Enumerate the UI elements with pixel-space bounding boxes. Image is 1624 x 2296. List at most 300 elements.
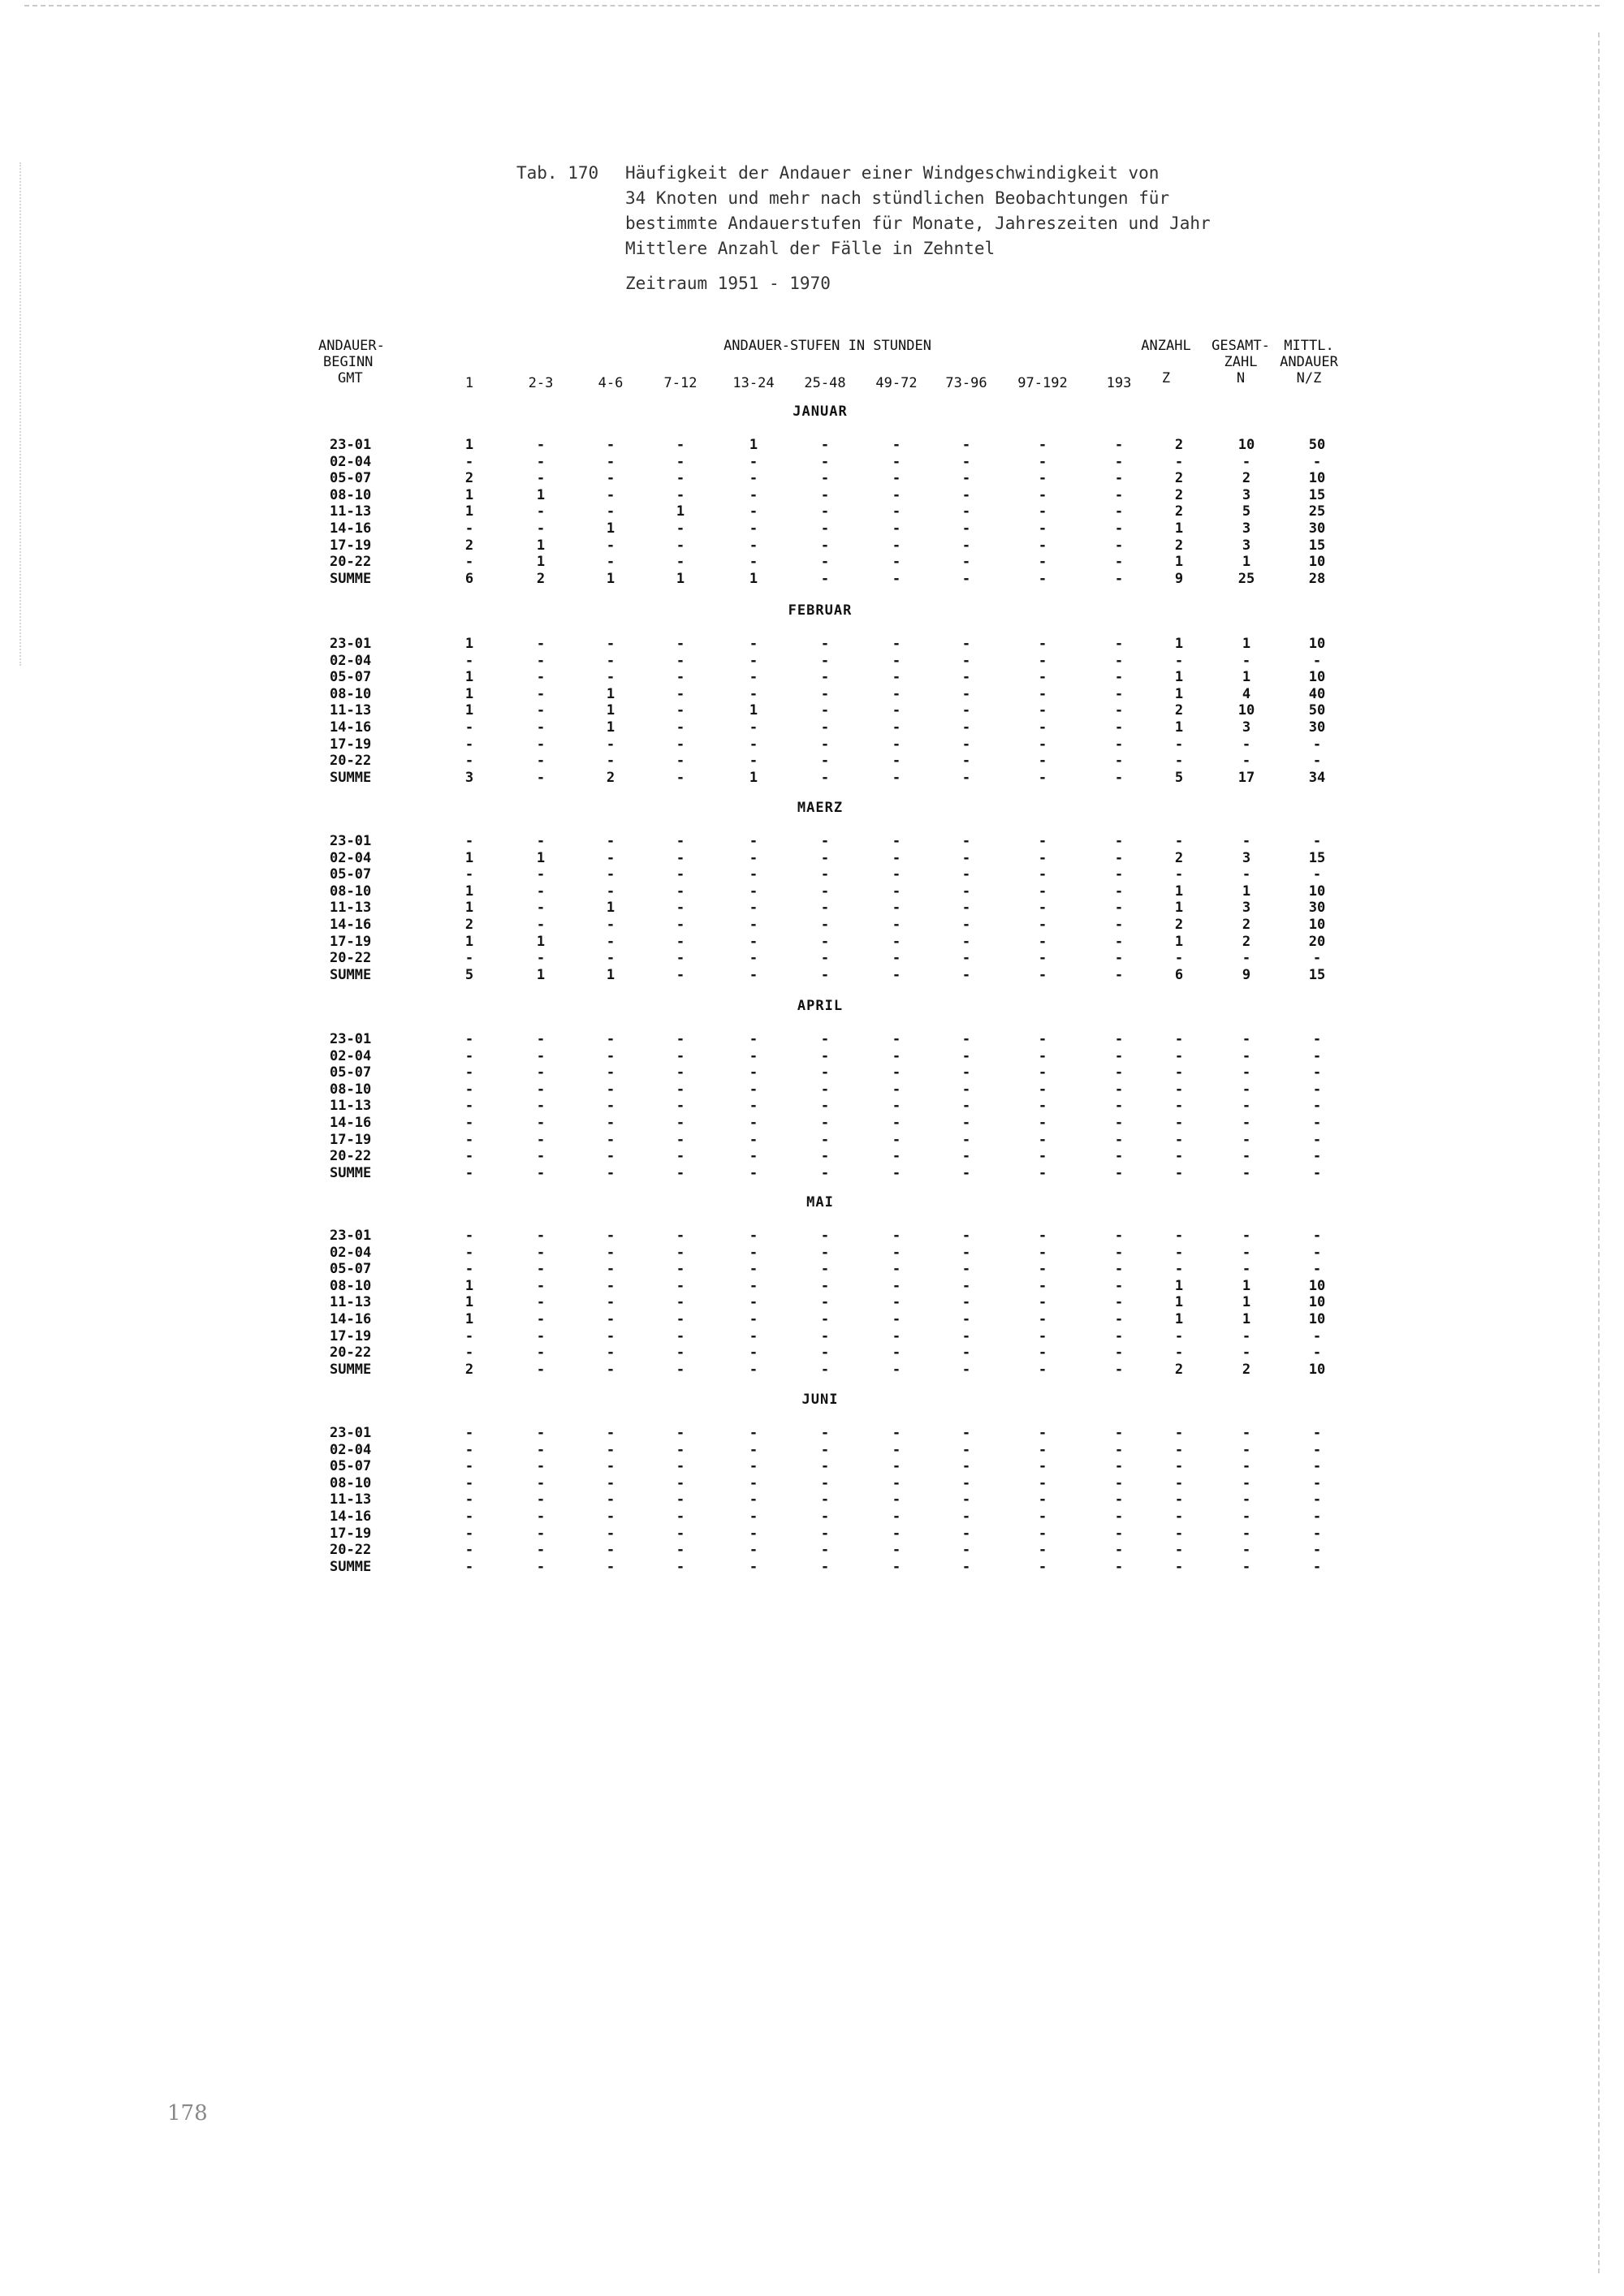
time-row-label: 20-22 bbox=[330, 1344, 372, 1361]
table-cell: - bbox=[1114, 1245, 1124, 1261]
table-cell: - bbox=[961, 636, 971, 652]
time-row-label: 02-04 bbox=[330, 1245, 372, 1261]
table-cell: - bbox=[606, 866, 615, 883]
table-cell: - bbox=[536, 1294, 546, 1310]
table-cell: - bbox=[536, 900, 546, 916]
table-cell: - bbox=[676, 554, 685, 570]
table-cell: 2 bbox=[1242, 917, 1251, 933]
table-cell: - bbox=[1242, 950, 1251, 966]
table-cell: - bbox=[820, 1328, 830, 1344]
table-cell: - bbox=[749, 1165, 758, 1181]
table-cell: - bbox=[1114, 1491, 1124, 1508]
table-cell: 10 bbox=[1308, 1311, 1326, 1327]
time-row-label: 17-19 bbox=[330, 934, 372, 950]
table-cell: - bbox=[820, 437, 830, 453]
table-cell: - bbox=[606, 850, 615, 866]
table-cell: - bbox=[1174, 1442, 1184, 1458]
table-cell: - bbox=[606, 636, 615, 652]
table-cell: 10 bbox=[1308, 470, 1326, 486]
table-cell: - bbox=[892, 554, 901, 570]
col-header-stufe: 193 bbox=[1106, 375, 1132, 391]
table-cell: - bbox=[820, 454, 830, 470]
table-cell: - bbox=[1114, 1064, 1124, 1081]
table-cell: - bbox=[464, 1442, 474, 1458]
table-cell: - bbox=[820, 1115, 830, 1131]
table-cell: - bbox=[1038, 1442, 1047, 1458]
table-cell: - bbox=[676, 1294, 685, 1310]
table-cell: - bbox=[606, 753, 615, 769]
table-cell: 1 bbox=[536, 537, 546, 554]
table-cell: - bbox=[892, 1031, 901, 1047]
table-cell: - bbox=[820, 487, 830, 503]
month-title: MAI bbox=[806, 1194, 834, 1211]
table-cell: - bbox=[1038, 1098, 1047, 1114]
table-cell: - bbox=[606, 1508, 615, 1525]
table-cell: - bbox=[676, 1031, 685, 1047]
table-cell: - bbox=[820, 1542, 830, 1558]
table-cell: - bbox=[749, 967, 758, 983]
table-cell: - bbox=[464, 1228, 474, 1244]
table-cell: - bbox=[1242, 1526, 1251, 1542]
table-cell: - bbox=[464, 1261, 474, 1277]
table-cell: - bbox=[820, 1508, 830, 1525]
table-cell: - bbox=[961, 1081, 971, 1098]
time-row-label: 23-01 bbox=[330, 1031, 372, 1047]
table-cell: - bbox=[1312, 1031, 1322, 1047]
time-row-label: 02-04 bbox=[330, 850, 372, 866]
table-cell: - bbox=[1114, 669, 1124, 685]
table-cell: 10 bbox=[1308, 554, 1326, 570]
header-line: ANDAUER bbox=[1280, 354, 1338, 370]
table-cell: - bbox=[961, 470, 971, 486]
time-row-label: 20-22 bbox=[330, 950, 372, 966]
table-cell: 10 bbox=[1308, 1278, 1326, 1294]
table-cell: - bbox=[1174, 1048, 1184, 1064]
table-cell: - bbox=[676, 1048, 685, 1064]
table-cell: - bbox=[820, 883, 830, 900]
table-cell: 1 bbox=[1174, 934, 1184, 950]
time-row-label: 23-01 bbox=[330, 636, 372, 652]
table-cell: - bbox=[749, 503, 758, 520]
header-line: MITTL. bbox=[1284, 338, 1334, 354]
table-cell: - bbox=[1038, 736, 1047, 753]
table-cell: - bbox=[1038, 719, 1047, 736]
time-row-label: 14-16 bbox=[330, 1508, 372, 1525]
table-cell: - bbox=[1114, 686, 1124, 702]
table-cell: - bbox=[1312, 1328, 1322, 1344]
table-cell: - bbox=[820, 1442, 830, 1458]
table-cell: - bbox=[1038, 503, 1047, 520]
table-cell: - bbox=[749, 1542, 758, 1558]
table-cell: 1 bbox=[1242, 554, 1251, 570]
table-cell: - bbox=[820, 1294, 830, 1310]
time-row-label: 20-22 bbox=[330, 1148, 372, 1164]
table-cell: 10 bbox=[1308, 636, 1326, 652]
table-cell: - bbox=[536, 1148, 546, 1164]
table-cell: - bbox=[749, 1442, 758, 1458]
table-cell: - bbox=[1174, 1148, 1184, 1164]
table-cell: - bbox=[1312, 1098, 1322, 1114]
table-cell: - bbox=[1038, 1362, 1047, 1378]
table-cell: - bbox=[1242, 1458, 1251, 1474]
table-cell: - bbox=[536, 1115, 546, 1131]
time-row-label: 08-10 bbox=[330, 1278, 372, 1294]
table-cell: - bbox=[892, 753, 901, 769]
table-cell: - bbox=[820, 1245, 830, 1261]
table-cell: - bbox=[464, 1425, 474, 1441]
table-cell: - bbox=[606, 1491, 615, 1508]
table-cell: - bbox=[749, 1559, 758, 1575]
table-cell: 3 bbox=[1242, 719, 1251, 736]
table-cell: - bbox=[1038, 520, 1047, 537]
table-cell: - bbox=[1114, 1425, 1124, 1441]
month-title: FEBRUAR bbox=[788, 602, 853, 619]
table-cell: - bbox=[676, 1425, 685, 1441]
table-cell: - bbox=[892, 1294, 901, 1310]
table-cell: - bbox=[961, 702, 971, 719]
table-cell: 30 bbox=[1308, 719, 1326, 736]
table-cell: - bbox=[961, 934, 971, 950]
table-cell: - bbox=[1038, 1475, 1047, 1491]
table-cell: - bbox=[676, 686, 685, 702]
table-cell: - bbox=[961, 1344, 971, 1361]
table-cell: - bbox=[1312, 753, 1322, 769]
table-cell: - bbox=[749, 1294, 758, 1310]
table-cell: - bbox=[1114, 736, 1124, 753]
table-cell: 1 bbox=[1174, 719, 1184, 736]
table-cell: - bbox=[536, 702, 546, 719]
table-cell: - bbox=[892, 1559, 901, 1575]
table-cell: - bbox=[820, 1425, 830, 1441]
table-cell: - bbox=[1038, 1115, 1047, 1131]
table-cell: - bbox=[464, 1344, 474, 1361]
table-cell: - bbox=[464, 1475, 474, 1491]
table-cell: - bbox=[1174, 833, 1184, 849]
table-cell: - bbox=[961, 1508, 971, 1525]
table-cell: - bbox=[464, 1491, 474, 1508]
table-cell: - bbox=[820, 1278, 830, 1294]
table-cell: - bbox=[1038, 702, 1047, 719]
table-cell: - bbox=[1174, 950, 1184, 966]
table-cell: - bbox=[1242, 1064, 1251, 1081]
table-cell: - bbox=[1312, 1508, 1322, 1525]
table-cell: - bbox=[1242, 1132, 1251, 1148]
table-cell: - bbox=[820, 520, 830, 537]
time-row-label: 11-13 bbox=[330, 1098, 372, 1114]
table-cell: - bbox=[536, 719, 546, 736]
scan-border-right bbox=[1598, 32, 1601, 2273]
table-cell: - bbox=[961, 1542, 971, 1558]
table-cell: - bbox=[536, 1261, 546, 1277]
table-cell: - bbox=[1114, 883, 1124, 900]
table-cell: - bbox=[1312, 1559, 1322, 1575]
time-row-label: 11-13 bbox=[330, 503, 372, 520]
table-cell: - bbox=[676, 1148, 685, 1164]
table-cell: 3 bbox=[1242, 900, 1251, 916]
table-cell: - bbox=[1242, 753, 1251, 769]
table-cell: - bbox=[749, 686, 758, 702]
table-cell: - bbox=[1242, 1098, 1251, 1114]
table-cell: - bbox=[1312, 1475, 1322, 1491]
table-cell: - bbox=[536, 1491, 546, 1508]
table-cell: 20 bbox=[1308, 934, 1326, 950]
table-cell: - bbox=[892, 437, 901, 453]
table-cell: - bbox=[606, 833, 615, 849]
table-cell: 3 bbox=[1242, 537, 1251, 554]
table-cell: - bbox=[961, 850, 971, 866]
time-row-label: 14-16 bbox=[330, 719, 372, 736]
time-row-label: 11-13 bbox=[330, 702, 372, 719]
table-cell: - bbox=[676, 702, 685, 719]
col-header-anzahl bbox=[1141, 338, 1190, 386]
table-cell: - bbox=[1038, 850, 1047, 866]
table-cell: - bbox=[464, 653, 474, 669]
table-cell: - bbox=[749, 1031, 758, 1047]
table-cell: - bbox=[606, 1294, 615, 1310]
table-cell: - bbox=[1174, 1559, 1184, 1575]
table-cell: 2 bbox=[1174, 1362, 1184, 1378]
table-cell: - bbox=[961, 1425, 971, 1441]
table-cell: - bbox=[1038, 1294, 1047, 1310]
table-cell: - bbox=[1038, 1165, 1047, 1181]
table-cell: - bbox=[820, 850, 830, 866]
table-cell: - bbox=[961, 1278, 971, 1294]
table-cell: - bbox=[606, 1442, 615, 1458]
table-cell: - bbox=[606, 1278, 615, 1294]
table-cell: 1 bbox=[606, 571, 615, 587]
table-cell: - bbox=[749, 1491, 758, 1508]
table-cell: 1 bbox=[749, 702, 758, 719]
table-cell: 6 bbox=[1174, 967, 1184, 983]
table-cell: - bbox=[892, 1148, 901, 1164]
table-cell: 50 bbox=[1308, 702, 1326, 719]
table-cell: 25 bbox=[1308, 503, 1326, 520]
table-cell: - bbox=[1114, 950, 1124, 966]
table-cell: - bbox=[892, 850, 901, 866]
table-cell: - bbox=[820, 1475, 830, 1491]
table-cell: - bbox=[961, 537, 971, 554]
header-line: GMT bbox=[338, 370, 363, 386]
table-cell: - bbox=[1174, 1031, 1184, 1047]
table-cell: - bbox=[606, 1362, 615, 1378]
table-cell: - bbox=[606, 454, 615, 470]
table-cell: - bbox=[749, 1245, 758, 1261]
table-cell: - bbox=[1114, 900, 1124, 916]
table-cell: - bbox=[676, 1458, 685, 1474]
table-cell: - bbox=[1114, 1294, 1124, 1310]
table-cell: - bbox=[892, 1344, 901, 1361]
table-cell: - bbox=[606, 1475, 615, 1491]
table-cell: - bbox=[676, 1115, 685, 1131]
table-cell: - bbox=[961, 669, 971, 685]
table-cell: - bbox=[961, 1115, 971, 1131]
table-cell: - bbox=[1242, 1115, 1251, 1131]
table-cell: - bbox=[1174, 1344, 1184, 1361]
table-cell: 2 bbox=[464, 1362, 474, 1378]
time-row-label: 17-19 bbox=[330, 736, 372, 753]
table-cell: - bbox=[961, 1048, 971, 1064]
time-row-label: 08-10 bbox=[330, 1081, 372, 1098]
table-cell: - bbox=[1114, 753, 1124, 769]
table-cell: 1 bbox=[464, 1311, 474, 1327]
table-cell: 1 bbox=[1242, 636, 1251, 652]
caption-line: 34 Knoten und mehr nach stündlichen Beobachtungen für bbox=[625, 188, 1170, 208]
table-cell: - bbox=[676, 1311, 685, 1327]
table-cell: 1 bbox=[606, 967, 615, 983]
table-cell: - bbox=[1312, 1245, 1322, 1261]
table-cell: - bbox=[892, 1508, 901, 1525]
table-cell: - bbox=[820, 470, 830, 486]
table-cell: - bbox=[536, 669, 546, 685]
table-cell: - bbox=[1114, 1442, 1124, 1458]
table-cell: - bbox=[1038, 437, 1047, 453]
table-cell: - bbox=[1038, 571, 1047, 587]
table-cell: - bbox=[1174, 1132, 1184, 1148]
table-cell: - bbox=[606, 1132, 615, 1148]
table-cell: 1 bbox=[464, 850, 474, 866]
table-cell: - bbox=[820, 1311, 830, 1327]
time-row-label: 05-07 bbox=[330, 1458, 372, 1474]
table-cell: - bbox=[892, 1362, 901, 1378]
table-cell: - bbox=[749, 1362, 758, 1378]
table-cell: 1 bbox=[1174, 1294, 1184, 1310]
table-cell: - bbox=[536, 1442, 546, 1458]
table-cell: - bbox=[606, 1261, 615, 1277]
time-row-label: 23-01 bbox=[330, 437, 372, 453]
table-cell: - bbox=[1038, 1261, 1047, 1277]
table-cell: - bbox=[892, 1542, 901, 1558]
table-cell: - bbox=[820, 1064, 830, 1081]
table-cell: - bbox=[464, 1098, 474, 1114]
table-cell: 2 bbox=[606, 770, 615, 786]
table-cell: - bbox=[1312, 1425, 1322, 1441]
table-cell: - bbox=[606, 883, 615, 900]
table-cell: - bbox=[820, 753, 830, 769]
table-cell: - bbox=[749, 1064, 758, 1081]
table-cell: - bbox=[1114, 1165, 1124, 1181]
table-cell: - bbox=[1114, 1048, 1124, 1064]
table-cell: - bbox=[536, 1132, 546, 1148]
table-cell: - bbox=[892, 1278, 901, 1294]
table-cell: - bbox=[961, 1475, 971, 1491]
table-cell: - bbox=[676, 1328, 685, 1344]
table-cell: - bbox=[606, 950, 615, 966]
table-cell: 1 bbox=[1174, 636, 1184, 652]
table-cell: - bbox=[820, 653, 830, 669]
table-cell: 1 bbox=[464, 437, 474, 453]
table-cell: - bbox=[536, 1311, 546, 1327]
table-cell: 30 bbox=[1308, 520, 1326, 537]
table-cell: - bbox=[676, 1261, 685, 1277]
table-cell: 1 bbox=[606, 702, 615, 719]
table-cell: - bbox=[1114, 1148, 1124, 1164]
table-cell: - bbox=[892, 934, 901, 950]
table-cell: - bbox=[1114, 1458, 1124, 1474]
sum-row-label: SUMME bbox=[330, 770, 372, 786]
table-cell: - bbox=[536, 770, 546, 786]
table-cell: - bbox=[676, 917, 685, 933]
table-cell: - bbox=[1312, 1165, 1322, 1181]
table-cell: - bbox=[1114, 1081, 1124, 1098]
table-cell: 1 bbox=[1174, 669, 1184, 685]
table-cell: - bbox=[464, 1132, 474, 1148]
table-cell: 1 bbox=[676, 503, 685, 520]
table-cell: - bbox=[1038, 866, 1047, 883]
table-cell: 3 bbox=[1242, 850, 1251, 866]
table-cell: - bbox=[1242, 1261, 1251, 1277]
table-cell: - bbox=[892, 571, 901, 587]
table-cell: - bbox=[961, 503, 971, 520]
table-cell: 1 bbox=[1174, 900, 1184, 916]
table-cell: - bbox=[892, 833, 901, 849]
table-cell: - bbox=[1242, 1228, 1251, 1244]
table-cell: - bbox=[1114, 1542, 1124, 1558]
period-line: Zeitraum 1951 - 1970 bbox=[625, 274, 831, 293]
time-row-label: 05-07 bbox=[330, 1261, 372, 1277]
table-cell: - bbox=[892, 487, 901, 503]
table-cell: - bbox=[1038, 833, 1047, 849]
table-cell: - bbox=[749, 1458, 758, 1474]
header-line: ZAHL bbox=[1224, 354, 1258, 370]
table-cell: - bbox=[676, 487, 685, 503]
table-cell: - bbox=[892, 950, 901, 966]
table-cell: - bbox=[961, 1031, 971, 1047]
table-cell: - bbox=[961, 1261, 971, 1277]
table-cell: - bbox=[464, 1245, 474, 1261]
table-cell: - bbox=[820, 934, 830, 950]
table-cell: - bbox=[961, 1165, 971, 1181]
header-line: BEGINN bbox=[323, 354, 374, 370]
table-cell: - bbox=[961, 1311, 971, 1327]
table-cell: - bbox=[676, 833, 685, 849]
table-cell: - bbox=[536, 1425, 546, 1441]
table-cell: - bbox=[1038, 1344, 1047, 1361]
table-cell: - bbox=[676, 770, 685, 786]
table-cell: - bbox=[606, 1031, 615, 1047]
table-cell: - bbox=[1114, 1508, 1124, 1525]
scan-border-top bbox=[24, 5, 1600, 8]
table-cell: - bbox=[1114, 454, 1124, 470]
table-cell: - bbox=[961, 653, 971, 669]
table-cell: - bbox=[1242, 454, 1251, 470]
table-cell: - bbox=[1312, 1048, 1322, 1064]
table-cell: 2 bbox=[1174, 437, 1184, 453]
table-cell: - bbox=[676, 470, 685, 486]
table-cell: 10 bbox=[1308, 1362, 1326, 1378]
header-line: Z bbox=[1161, 370, 1171, 386]
table-cell: - bbox=[1174, 1491, 1184, 1508]
time-row-label: 23-01 bbox=[330, 1228, 372, 1244]
table-cell: - bbox=[536, 1081, 546, 1098]
table-cell: - bbox=[961, 736, 971, 753]
table-cell: 1 bbox=[606, 520, 615, 537]
col-header-stufe: 2-3 bbox=[528, 375, 554, 391]
table-cell: - bbox=[536, 753, 546, 769]
table-cell: - bbox=[464, 520, 474, 537]
table-cell: - bbox=[892, 1328, 901, 1344]
col-header-stufe: 97-192 bbox=[1017, 375, 1068, 391]
table-cell: 40 bbox=[1308, 686, 1326, 702]
col-group-title: ANDAUER-STUFEN IN STUNDEN bbox=[723, 338, 931, 354]
table-cell: - bbox=[1174, 1115, 1184, 1131]
table-cell: - bbox=[1038, 770, 1047, 786]
table-cell: - bbox=[749, 934, 758, 950]
table-cell: - bbox=[1242, 653, 1251, 669]
table-cell: - bbox=[536, 470, 546, 486]
table-cell: - bbox=[1312, 1458, 1322, 1474]
table-cell: - bbox=[892, 883, 901, 900]
table-cell: - bbox=[961, 686, 971, 702]
